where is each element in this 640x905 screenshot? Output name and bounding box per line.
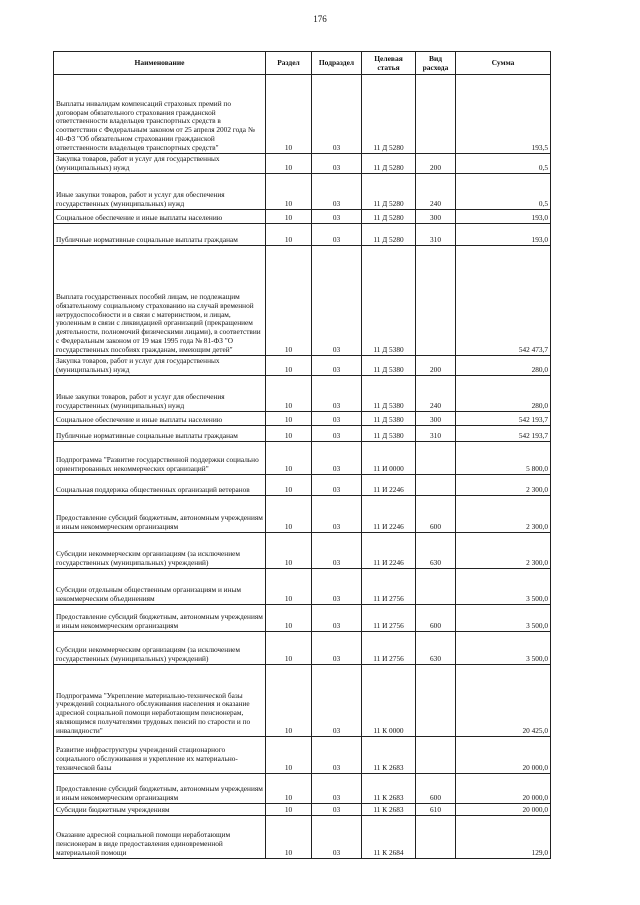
cell-target: 11 Д 5380 [362, 246, 416, 356]
cell-subsection: 03 [312, 412, 362, 426]
table-row [54, 154, 551, 174]
table-row [54, 496, 551, 533]
cell-sum: 2 300,0 [456, 496, 551, 533]
cell-kind: 610 [416, 804, 456, 816]
cell-target: 11 Д 5380 [362, 376, 416, 412]
cell-kind [416, 475, 456, 496]
cell-sum: 280,0 [456, 376, 551, 412]
cell-kind: 600 [416, 774, 456, 804]
cell-subsection: 03 [312, 665, 362, 737]
cell-name: Публичные нормативные социальные выплаты гражданам [54, 426, 266, 442]
cell-name: Предоставление субсидий бюджетным, автономным учреждениям и иным некоммерческим организациям [54, 605, 266, 632]
cell-name: Подпрограмма "Укрепление материально-технической базы учреждений социального обслуживания населения и оказание адресной социальной помощи неработающим пенсионерам, являющимся получателями трудовых пенсий по старости и по инвалидности" [54, 665, 266, 737]
cell-section: 10 [266, 154, 312, 174]
cell-target: 11 Д 5280 [362, 154, 416, 174]
cell-target: 11 И 2756 [362, 632, 416, 665]
cell-sum: 0,5 [456, 154, 551, 174]
cell-sum: 20 425,0 [456, 665, 551, 737]
table-row [54, 737, 551, 774]
table-body [54, 75, 551, 859]
cell-target: 11 И 2756 [362, 569, 416, 605]
cell-target: 11 К 2683 [362, 774, 416, 804]
cell-subsection: 03 [312, 737, 362, 774]
cell-sum: 2 300,0 [456, 533, 551, 569]
cell-kind: 630 [416, 632, 456, 665]
cell-subsection: 03 [312, 774, 362, 804]
cell-sum: 193,0 [456, 210, 551, 224]
cell-kind: 240 [416, 174, 456, 210]
cell-kind [416, 737, 456, 774]
cell-section: 10 [266, 665, 312, 737]
table-row [54, 412, 551, 426]
table-row [54, 665, 551, 737]
header-target: Целевая статья [362, 52, 416, 75]
cell-subsection: 03 [312, 816, 362, 859]
cell-name: Подпрограмма "Развитие государственной поддержки социально ориентированных некоммерческих организаций" [54, 442, 266, 475]
cell-target: 11 И 2246 [362, 475, 416, 496]
cell-name: Развитие инфраструктуры учреждений стационарного социального обслуживания и укрепление их материально-технической базы [54, 737, 266, 774]
cell-sum: 20 000,0 [456, 804, 551, 816]
cell-target: 11 Д 5280 [362, 75, 416, 154]
cell-target: 11 И 2756 [362, 605, 416, 632]
cell-sum: 20 000,0 [456, 774, 551, 804]
cell-name: Субсидии отдельным общественным организациям и иным некоммерческим объединениям [54, 569, 266, 605]
table-row [54, 75, 551, 154]
cell-section: 10 [266, 376, 312, 412]
table-row [54, 426, 551, 442]
cell-kind: 200 [416, 154, 456, 174]
cell-target: 11 Д 5280 [362, 224, 416, 246]
cell-kind: 310 [416, 426, 456, 442]
cell-section: 10 [266, 412, 312, 426]
table-row [54, 774, 551, 804]
header-sum: Сумма [456, 52, 551, 75]
table-row [54, 174, 551, 210]
cell-name: Социальное обеспечение и иные выплаты населению [54, 412, 266, 426]
cell-sum: 3 500,0 [456, 605, 551, 632]
cell-target: 11 И 2246 [362, 533, 416, 569]
cell-section: 10 [266, 816, 312, 859]
cell-target: 11 К 2683 [362, 804, 416, 816]
table-row [54, 804, 551, 816]
cell-subsection: 03 [312, 154, 362, 174]
cell-section: 10 [266, 210, 312, 224]
cell-name: Социальная поддержка общественных организаций ветеранов [54, 475, 266, 496]
cell-sum: 3 500,0 [456, 632, 551, 665]
cell-section: 10 [266, 246, 312, 356]
cell-target: 11 Д 5380 [362, 356, 416, 376]
page-number: 176 [313, 14, 327, 24]
cell-subsection: 03 [312, 442, 362, 475]
cell-section: 10 [266, 75, 312, 154]
cell-target: 11 Д 5280 [362, 210, 416, 224]
cell-section: 10 [266, 224, 312, 246]
cell-name: Предоставление субсидий бюджетным, автономным учреждениям и иным некоммерческим организациям [54, 496, 266, 533]
cell-kind: 600 [416, 496, 456, 533]
cell-sum: 3 500,0 [456, 569, 551, 605]
cell-target: 11 К 0000 [362, 665, 416, 737]
cell-section: 10 [266, 737, 312, 774]
cell-sum: 5 800,0 [456, 442, 551, 475]
cell-section: 10 [266, 605, 312, 632]
cell-name: Субсидии бюджетным учреждениям [54, 804, 266, 816]
cell-kind: 630 [416, 533, 456, 569]
table-row [54, 442, 551, 475]
cell-section: 10 [266, 475, 312, 496]
table-row [54, 569, 551, 605]
cell-sum: 542 193,7 [456, 412, 551, 426]
cell-name: Закупка товаров, работ и услуг для государственных (муниципальных) нужд [54, 154, 266, 174]
cell-kind [416, 569, 456, 605]
table-row [54, 605, 551, 632]
cell-section: 10 [266, 632, 312, 665]
cell-target: 11 Д 5280 [362, 174, 416, 210]
cell-sum: 129,0 [456, 816, 551, 859]
cell-sum: 193,5 [456, 75, 551, 154]
table-row [54, 533, 551, 569]
table-row [54, 356, 551, 376]
cell-target: 11 Д 5380 [362, 426, 416, 442]
table-row [54, 816, 551, 859]
table-row [54, 246, 551, 356]
cell-name: Иные закупки товаров, работ и услуг для обеспечения государственных (муниципальных) нужд [54, 174, 266, 210]
cell-name: Предоставление субсидий бюджетным, автономным учреждениям и иным некоммерческим организациям [54, 774, 266, 804]
table-header-row [54, 52, 551, 75]
cell-name: Оказание адресной социальной помощи неработающим пенсионерам в виде предоставления единовременной материальной помощи [54, 816, 266, 859]
header-section: Раздел [266, 52, 312, 75]
cell-target: 11 И 2246 [362, 496, 416, 533]
cell-kind [416, 246, 456, 356]
cell-sum: 0,5 [456, 174, 551, 210]
table-row [54, 376, 551, 412]
header-kind: Вид расхода [416, 52, 456, 75]
cell-name: Субсидии некоммерческим организациям (за исключением государственных (муниципальных) учреждений) [54, 533, 266, 569]
table-row [54, 632, 551, 665]
cell-subsection: 03 [312, 569, 362, 605]
cell-subsection: 03 [312, 632, 362, 665]
cell-subsection: 03 [312, 210, 362, 224]
cell-target: 11 К 2684 [362, 816, 416, 859]
cell-sum: 20 000,0 [456, 737, 551, 774]
cell-subsection: 03 [312, 475, 362, 496]
cell-section: 10 [266, 426, 312, 442]
table-row [54, 210, 551, 224]
cell-sum: 193,0 [456, 224, 551, 246]
cell-section: 10 [266, 533, 312, 569]
header-name: Наименование [54, 52, 266, 75]
cell-kind: 300 [416, 210, 456, 224]
cell-kind: 240 [416, 376, 456, 412]
cell-kind: 300 [416, 412, 456, 426]
cell-kind [416, 665, 456, 737]
cell-subsection: 03 [312, 496, 362, 533]
cell-section: 10 [266, 496, 312, 533]
cell-kind [416, 816, 456, 859]
cell-sum: 280,0 [456, 356, 551, 376]
cell-subsection: 03 [312, 75, 362, 154]
cell-subsection: 03 [312, 804, 362, 816]
cell-subsection: 03 [312, 533, 362, 569]
table-row [54, 475, 551, 496]
cell-section: 10 [266, 442, 312, 475]
cell-name: Субсидии некоммерческим организациям (за исключением государственных (муниципальных) учреждений) [54, 632, 266, 665]
cell-name: Выплаты инвалидам компенсаций страховых премий по договорам обязательного страхования гражданской ответственности владельцев транспортных средств в соответствии с Федеральным законом от 25 апреля 2002 года № 40-ФЗ "Об обязательном страховании гражданской ответственности владельцев транспортных средств" [54, 75, 266, 154]
table-row [54, 224, 551, 246]
cell-name: Выплата государственных пособий лицам, не подлежащим обязательному социальному страхованию на случай временной нетрудоспособности и в связи с материнством, и лицам, уволенным в связи с ликвидацией организаций (прекращением деятельности, полномочий физическими лицами), в соответствии с Федеральным законом от 19 мая 1995 года № 81-ФЗ "О государственных пособиях гражданам, имеющим детей" [54, 246, 266, 356]
cell-name: Публичные нормативные социальные выплаты гражданам [54, 224, 266, 246]
cell-subsection: 03 [312, 246, 362, 356]
cell-subsection: 03 [312, 174, 362, 210]
cell-section: 10 [266, 804, 312, 816]
cell-kind: 310 [416, 224, 456, 246]
cell-target: 11 К 2683 [362, 737, 416, 774]
cell-name: Иные закупки товаров, работ и услуг для обеспечения государственных (муниципальных) нужд [54, 376, 266, 412]
cell-subsection: 03 [312, 224, 362, 246]
cell-name: Закупка товаров, работ и услуг для государственных (муниципальных) нужд [54, 356, 266, 376]
cell-subsection: 03 [312, 376, 362, 412]
budget-table [53, 51, 551, 859]
cell-subsection: 03 [312, 605, 362, 632]
cell-subsection: 03 [312, 356, 362, 376]
cell-section: 10 [266, 569, 312, 605]
cell-kind [416, 75, 456, 154]
cell-kind [416, 442, 456, 475]
cell-section: 10 [266, 774, 312, 804]
cell-kind: 200 [416, 356, 456, 376]
cell-sum: 2 300,0 [456, 475, 551, 496]
cell-target: 11 Д 5380 [362, 412, 416, 426]
header-subsection: Подраздел [312, 52, 362, 75]
cell-subsection: 03 [312, 426, 362, 442]
cell-name: Социальное обеспечение и иные выплаты населению [54, 210, 266, 224]
cell-section: 10 [266, 356, 312, 376]
cell-target: 11 И 0000 [362, 442, 416, 475]
cell-sum: 542 193,7 [456, 426, 551, 442]
cell-sum: 542 473,7 [456, 246, 551, 356]
cell-kind: 600 [416, 605, 456, 632]
cell-section: 10 [266, 174, 312, 210]
